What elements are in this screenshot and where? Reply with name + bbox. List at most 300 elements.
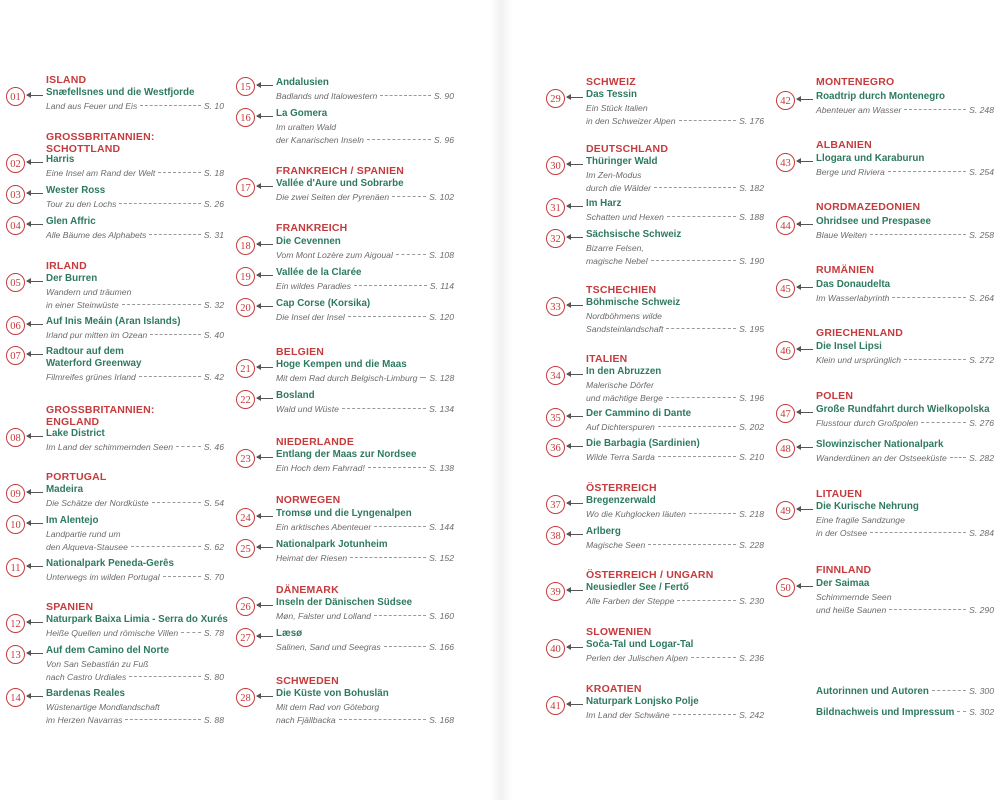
arrow-left-icon <box>27 653 43 654</box>
entry-title-line: Die Insel Lipsi <box>816 341 882 352</box>
entry-title[interactable] <box>276 178 460 190</box>
entry-subtitle-text: Magische Seen <box>586 540 646 550</box>
appendix-label: Autorinnen und Autoren <box>816 686 929 697</box>
entry-number-circle: 27 <box>236 628 255 647</box>
arrow-left-icon <box>27 224 43 225</box>
page-number: S. 144 <box>429 522 454 532</box>
page-number: S. 242 <box>739 710 764 720</box>
arrow-left-icon <box>257 367 273 368</box>
entry-subtitle-text: Berge und Riviera <box>816 167 885 177</box>
entry-subtitle-line <box>276 610 454 623</box>
entry-subtitle-text: Sandsteinlandschaft <box>586 323 664 334</box>
entry-title[interactable] <box>816 578 1000 590</box>
country-heading: SLOWENIEN <box>586 626 652 638</box>
arrow-left-icon <box>257 398 273 399</box>
entry-subtitle-line <box>46 627 224 640</box>
page-number: S. 134 <box>429 404 454 414</box>
entry-title[interactable] <box>276 539 460 551</box>
entry-subtitle-text: Eine fragile Sandzunge <box>816 515 905 525</box>
entry-subtitle-text: Auf Dichterspuren <box>586 422 655 432</box>
page-number: S. 302 <box>969 707 994 717</box>
arrow-left-icon <box>27 566 43 567</box>
entry-number-circle: 32 <box>546 229 565 248</box>
arrow-left-icon <box>567 237 583 238</box>
entry-title[interactable] <box>276 597 460 609</box>
entry-title[interactable] <box>586 438 770 450</box>
entry-subtitle-line <box>46 714 224 727</box>
entry-subtitle <box>46 701 224 726</box>
page-number: S. 176 <box>739 115 764 126</box>
entry-number-circle: 08 <box>6 428 25 447</box>
entry-title[interactable] <box>816 91 1000 103</box>
entry-title[interactable] <box>586 408 770 420</box>
entry-subtitle <box>276 521 454 534</box>
page-number: S. 218 <box>739 509 764 519</box>
page-number: S. 195 <box>739 323 764 334</box>
arrow-left-icon <box>27 436 43 437</box>
appendix-entry[interactable] <box>816 686 994 697</box>
dot-leader <box>658 426 736 427</box>
entry-title-line: Læsø <box>276 628 303 639</box>
entry-subtitle-text: Ein arktisches Abenteuer <box>276 522 372 532</box>
country-heading: SCHOTTLAND <box>46 143 121 155</box>
country-heading: ENGLAND <box>46 416 100 428</box>
entry-title[interactable] <box>276 236 460 248</box>
entry-number-circle: 40 <box>546 639 565 658</box>
entry-subtitle-text: Nordböhmens wilde <box>586 311 662 321</box>
dot-leader <box>950 457 966 458</box>
entry-title[interactable] <box>586 229 770 241</box>
entry-number-circle: 29 <box>546 89 565 108</box>
entry-number-circle: 14 <box>6 688 25 707</box>
entry-title[interactable] <box>586 495 770 507</box>
entry-title[interactable] <box>816 404 1000 416</box>
entry-subtitle-text: nach Castro Urdiales <box>46 671 127 682</box>
entry-title[interactable] <box>276 108 460 120</box>
entry-number-circle: 02 <box>6 154 25 173</box>
entry-title[interactable] <box>276 508 460 520</box>
country-heading: GRIECHENLAND <box>816 327 903 339</box>
entry-title[interactable] <box>586 582 770 594</box>
entry-number-circle: 22 <box>236 390 255 409</box>
entry-title-line: Snæfellsnes und die Westfjorde <box>46 87 195 98</box>
page-number: S. 96 <box>433 134 454 145</box>
page-number: S. 202 <box>739 422 764 432</box>
page-number: S. 10 <box>203 101 224 111</box>
dot-leader <box>129 676 201 677</box>
entry-title-line: Llogara und Karaburun <box>816 153 925 164</box>
entry-subtitle <box>586 102 764 127</box>
entry-subtitle-line <box>586 310 764 323</box>
entry-title-line: Wester Ross <box>46 185 106 196</box>
arrow-left-icon <box>797 287 813 288</box>
entry-title[interactable] <box>586 696 770 708</box>
arrow-left-icon <box>27 162 43 163</box>
dot-leader <box>149 234 200 235</box>
entry-title[interactable] <box>816 279 1000 291</box>
country-heading: IRLAND <box>46 260 87 272</box>
entry-title[interactable] <box>816 439 1000 451</box>
entry-subtitle <box>276 249 454 262</box>
entry-subtitle-text: Von San Sebastián zu Fuß <box>46 659 149 669</box>
entry-subtitle-line <box>46 229 224 242</box>
country-heading: GROSSBRITANNIEN: <box>46 131 155 143</box>
entry-title[interactable] <box>46 688 230 700</box>
arrow-left-icon <box>257 85 273 86</box>
dot-leader <box>368 467 426 468</box>
dot-leader <box>904 109 966 110</box>
dot-leader <box>384 646 427 647</box>
page-number: S. 284 <box>969 527 994 538</box>
entry-number-circle: 39 <box>546 582 565 601</box>
entry-subtitle-text: Bizarre Felsen, <box>586 243 644 253</box>
entry-number-circle: 41 <box>546 696 565 715</box>
page-number: S. 188 <box>739 212 764 222</box>
entry-subtitle-line <box>586 169 764 182</box>
entry-number-circle: 04 <box>6 216 25 235</box>
entry-subtitle <box>276 121 454 146</box>
country-heading: DÄNEMARK <box>276 584 339 596</box>
dot-leader <box>348 316 426 317</box>
entry-title-line: Die Küste von Bohuslän <box>276 688 389 699</box>
dot-leader <box>666 397 736 398</box>
entry-title[interactable] <box>46 614 230 626</box>
entry-subtitle <box>46 627 224 640</box>
page-number: S. 80 <box>203 671 224 682</box>
entry-subtitle <box>586 242 764 267</box>
country-heading: BELGIEN <box>276 346 325 358</box>
entry-number-circle: 06 <box>6 316 25 335</box>
entry-subtitle-text: und heiße Saunen <box>816 604 887 615</box>
entry-title[interactable] <box>586 639 770 651</box>
entry-subtitle <box>586 508 764 521</box>
entry-subtitle-text: und mächtige Berge <box>586 392 663 403</box>
book-gutter <box>490 0 512 800</box>
arrow-left-icon <box>797 99 813 100</box>
entry-number-circle: 20 <box>236 298 255 317</box>
dot-leader <box>176 446 201 447</box>
entry-subtitle-line <box>816 354 994 367</box>
entry-title-line: Große Rundfahrt durch Wielkopolska <box>816 404 990 415</box>
entry-title[interactable] <box>276 77 460 89</box>
entry-title[interactable] <box>276 688 460 700</box>
country-heading: RUMÄNIEN <box>816 264 875 276</box>
entry-title-line: Der Cammino di Dante <box>586 408 692 419</box>
entry-title[interactable] <box>46 346 230 370</box>
entry-title[interactable] <box>46 185 230 197</box>
entry-number-circle: 44 <box>776 216 795 235</box>
entry-subtitle-text: Im uralten Wald <box>276 122 337 132</box>
entry-subtitle <box>276 403 454 416</box>
entry-title[interactable] <box>46 558 230 570</box>
entry-number-circle: 16 <box>236 108 255 127</box>
arrow-left-icon <box>567 647 583 648</box>
entry-subtitle-text: Wüstenartige Mondlandschaft <box>46 702 160 712</box>
entry-title[interactable] <box>46 645 230 657</box>
entry-subtitle <box>276 191 454 204</box>
entry-title[interactable] <box>46 216 230 228</box>
entry-subtitle <box>816 417 994 430</box>
entry-subtitle-line <box>816 166 994 179</box>
entry-title-line: Glen Affric <box>46 216 96 227</box>
entry-subtitle-text: magische Nebel <box>586 255 648 266</box>
dot-leader <box>673 714 737 715</box>
dot-leader <box>679 120 737 121</box>
entry-subtitle-text: Wilde Terra Sarda <box>586 452 655 462</box>
dot-leader <box>654 187 736 188</box>
page-number: S. 32 <box>203 299 224 310</box>
entry-title[interactable] <box>816 341 1000 353</box>
entry-subtitle-line <box>586 379 764 392</box>
arrow-left-icon <box>797 349 813 350</box>
entry-subtitle-line <box>46 286 224 299</box>
arrow-left-icon <box>257 116 273 117</box>
entry-title[interactable] <box>276 298 460 310</box>
entry-title-line: Das Tessin <box>586 89 638 100</box>
dot-leader <box>888 171 966 172</box>
entry-subtitle-line <box>816 104 994 117</box>
entry-subtitle-line <box>46 198 224 211</box>
entry-title[interactable] <box>816 216 1000 228</box>
entry-subtitle-text: Wo die Kuhglocken läuten <box>586 509 686 519</box>
dot-leader <box>921 422 966 423</box>
entry-number-circle: 28 <box>236 688 255 707</box>
dot-leader <box>140 105 201 106</box>
appendix-line <box>816 707 994 718</box>
page-number: S. 128 <box>429 373 455 383</box>
dot-leader <box>342 408 426 409</box>
page-number: S. 258 <box>969 230 994 240</box>
entry-subtitle <box>586 652 764 665</box>
dot-leader <box>131 546 201 547</box>
entry-subtitle-line <box>276 134 454 147</box>
country-heading: NIEDERLANDE <box>276 436 355 448</box>
entry-subtitle-text: Die Insel der Insel <box>276 312 345 322</box>
dot-leader <box>932 690 966 691</box>
dot-leader <box>374 526 426 527</box>
entry-subtitle-line <box>586 709 764 722</box>
entry-subtitle-text: Alle Farben der Steppe <box>586 596 675 606</box>
entry-subtitle <box>276 90 454 103</box>
entry-subtitle <box>276 462 454 475</box>
entry-subtitle-text: Ein wildes Paradies <box>276 281 351 291</box>
page-number: S. 300 <box>969 686 994 696</box>
entry-subtitle-line <box>586 451 764 464</box>
country-heading: PORTUGAL <box>46 471 107 483</box>
entry-title[interactable] <box>276 449 460 461</box>
entry-subtitle <box>46 229 224 242</box>
entry-subtitle-line <box>46 371 224 384</box>
entry-number-circle: 48 <box>776 439 795 458</box>
entry-subtitle-line <box>586 182 764 195</box>
entry-title-line: Inseln der Dänischen Südsee <box>276 597 413 608</box>
entry-subtitle-line <box>276 90 454 103</box>
country-heading: TSCHECHIEN <box>586 284 657 296</box>
entry-title[interactable] <box>586 198 770 210</box>
entry-title[interactable] <box>46 484 230 496</box>
entry-subtitle-text: Vom Mont Lozère zum Aigoual <box>276 250 393 260</box>
entry-title[interactable] <box>46 316 230 328</box>
page-number: S. 18 <box>203 168 224 178</box>
arrow-left-icon <box>27 281 43 282</box>
dot-leader <box>139 376 201 377</box>
entry-subtitle-line <box>46 528 224 541</box>
entry-title[interactable] <box>586 526 770 538</box>
arrow-left-icon <box>27 354 43 355</box>
entry-subtitle-line <box>816 514 994 527</box>
entry-subtitle-line <box>586 421 764 434</box>
page-number: S. 254 <box>969 167 994 177</box>
entry-subtitle <box>46 198 224 211</box>
entry-subtitle <box>276 701 454 726</box>
entry-title-line: Vallée de la Clarée <box>276 267 362 278</box>
dot-leader <box>119 203 201 204</box>
entry-title-line: Radtour auf dem <box>46 346 124 357</box>
entry-subtitle-line <box>276 521 454 534</box>
arrow-left-icon <box>27 492 43 493</box>
dot-leader <box>122 304 201 305</box>
country-heading: SCHWEIZ <box>586 76 636 88</box>
entry-subtitle-text: im Herzen Navarras <box>46 714 123 725</box>
dot-leader <box>691 657 736 658</box>
entry-title[interactable] <box>46 273 230 285</box>
entry-subtitle-line <box>586 242 764 255</box>
entry-title-line: Auf dem Camino del Norte <box>46 645 170 656</box>
dot-leader <box>677 600 736 601</box>
entry-title-line: Bregenzerwald <box>586 495 656 506</box>
dot-leader <box>651 260 737 261</box>
entry-subtitle-line <box>816 452 994 465</box>
entry-title[interactable] <box>586 156 770 168</box>
arrow-left-icon <box>797 586 813 587</box>
entry-subtitle-text: Badlands und Italowestern <box>276 91 378 101</box>
country-heading: FRANKREICH <box>276 222 348 234</box>
country-heading: ITALIEN <box>586 353 628 365</box>
entry-subtitle-line <box>816 591 994 604</box>
entry-number-circle: 46 <box>776 341 795 360</box>
dot-leader <box>163 576 201 577</box>
dot-leader <box>367 139 431 140</box>
dot-leader <box>889 609 966 610</box>
page-number: S. 190 <box>739 255 764 266</box>
entry-subtitle-text: Klein und ursprünglich <box>816 355 902 365</box>
entry-title-line: Die Kurische Nehrung <box>816 501 919 512</box>
entry-title-line: Naturpark Lonjsko Polje <box>586 696 699 707</box>
entry-subtitle <box>276 280 454 293</box>
arrow-left-icon <box>27 95 43 96</box>
dot-leader <box>648 544 736 545</box>
arrow-left-icon <box>567 416 583 417</box>
entry-title[interactable] <box>276 628 460 640</box>
page-number: S. 166 <box>429 642 454 652</box>
entry-subtitle-text: Die zwei Seiten der Pyrenäen <box>276 192 390 202</box>
entry-subtitle-text: Eine Insel am Rand der Welt <box>46 168 156 178</box>
entry-title[interactable] <box>586 297 770 309</box>
page-number: S. 138 <box>429 463 454 473</box>
country-heading: ÖSTERREICH <box>586 482 657 494</box>
entry-title[interactable] <box>586 89 770 101</box>
entry-title[interactable] <box>816 153 1000 165</box>
entry-subtitle-text: Mit dem Rad von Göteborg <box>276 702 380 712</box>
entry-number-circle: 11 <box>6 558 25 577</box>
entry-subtitle-text: in einer Steinwüste <box>46 299 119 310</box>
entry-title[interactable] <box>586 366 770 378</box>
entry-number-circle: 09 <box>6 484 25 503</box>
entry-subtitle <box>586 595 764 608</box>
entry-number-circle: 18 <box>236 236 255 255</box>
entry-subtitle-line <box>586 539 764 552</box>
entry-number-circle: 05 <box>6 273 25 292</box>
entry-title[interactable] <box>46 154 230 166</box>
entry-subtitle-line <box>586 323 764 336</box>
entry-subtitle-line <box>276 403 454 416</box>
dot-leader <box>870 532 966 533</box>
entry-subtitle-line <box>46 571 224 584</box>
entry-title-line: Böhmische Schweiz <box>586 297 681 308</box>
country-heading: KROATIEN <box>586 683 642 695</box>
entry-title[interactable] <box>46 428 230 440</box>
page-number: S. 114 <box>429 281 454 291</box>
entry-number-circle: 36 <box>546 438 565 457</box>
entry-subtitle-line <box>586 255 764 268</box>
entry-subtitle <box>276 552 454 565</box>
arrow-left-icon <box>257 696 273 697</box>
entry-number-circle: 01 <box>6 87 25 106</box>
entry-subtitle-line <box>276 641 454 654</box>
arrow-left-icon <box>27 523 43 524</box>
page-number: S. 248 <box>969 105 994 115</box>
page-number: S. 102 <box>429 192 454 202</box>
arrow-left-icon <box>567 704 583 705</box>
entry-subtitle-line <box>586 508 764 521</box>
arrow-left-icon <box>257 275 273 276</box>
entry-subtitle-text: Heimat der Riesen <box>276 553 348 563</box>
entry-subtitle <box>586 539 764 552</box>
entry-title[interactable] <box>276 359 460 371</box>
entry-title[interactable] <box>46 87 230 99</box>
entry-subtitle-line <box>586 102 764 115</box>
entry-title-line: Nationalpark Peneda-Gerês <box>46 558 174 569</box>
arrow-left-icon <box>27 696 43 697</box>
entry-title-line: Hoge Kempen und die Maas <box>276 359 407 370</box>
entry-subtitle-text: Schimmernde Seen <box>816 592 892 602</box>
entry-subtitle-text: nach Fjällbacka <box>276 714 336 725</box>
entry-subtitle-line <box>586 392 764 405</box>
entry-subtitle <box>586 451 764 464</box>
entry-title[interactable] <box>816 501 1000 513</box>
dot-leader <box>420 377 426 378</box>
arrow-left-icon <box>567 206 583 207</box>
entry-title-line: Cap Corse (Korsika) <box>276 298 371 309</box>
entry-number-circle: 17 <box>236 178 255 197</box>
page-number: S. 88 <box>203 714 224 725</box>
arrow-left-icon <box>567 97 583 98</box>
entry-number-circle: 03 <box>6 185 25 204</box>
entry-title-line: Nationalpark Jotunheim <box>276 539 388 550</box>
entry-title[interactable] <box>276 390 460 402</box>
arrow-left-icon <box>257 306 273 307</box>
appendix-label: Bildnachweis und Impressum <box>816 707 955 718</box>
entry-title[interactable] <box>46 515 230 527</box>
entry-title-line: In den Abruzzen <box>586 366 662 377</box>
entry-title[interactable] <box>276 267 460 279</box>
entry-subtitle-line <box>276 121 454 134</box>
page-number: S. 168 <box>429 714 454 725</box>
appendix-entry[interactable] <box>816 707 994 718</box>
page-number: S. 108 <box>429 250 454 260</box>
page-number: S. 42 <box>203 372 224 382</box>
entry-title-line: Die Barbagia (Sardinien) <box>586 438 700 449</box>
